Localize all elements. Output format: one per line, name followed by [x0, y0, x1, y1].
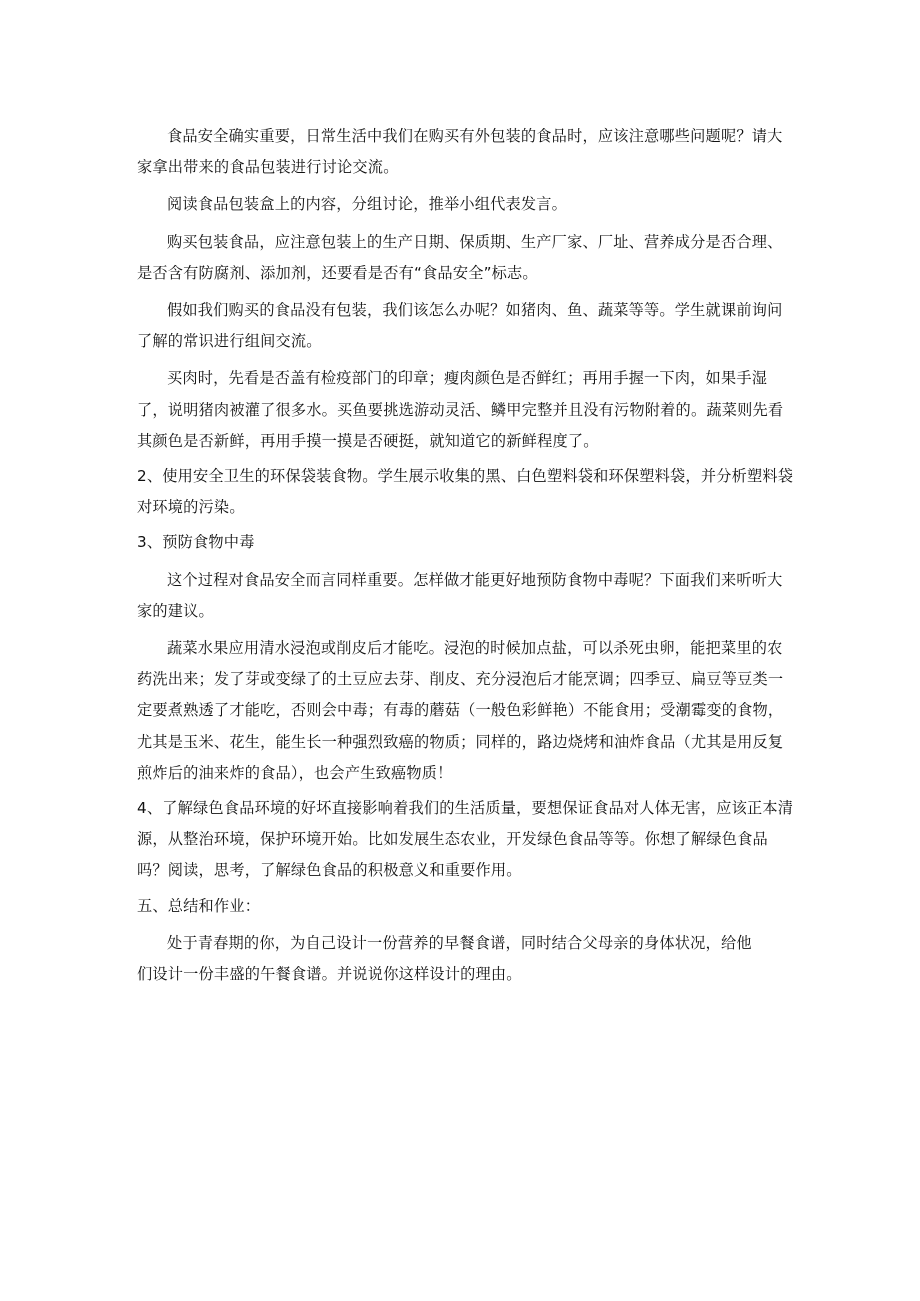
paragraph-eco-bags: 2、使用安全卫生的环保袋装食物。学生展示收集的黑、白色塑料袋和环保塑料袋，并分析塑料袋对环境的污染。	[137, 467, 794, 517]
paragraph-poisoning-advice: 蔬菜水果应用清水浸泡或削皮后才能吃。浸泡的时候加点盐，可以杀死虫卵，能把菜里的农药洗出来；发了芽或变绿了的土豆应去芽、削皮、充分浸泡后才能烹调；四季豆、扁豆等豆类一定要煮熟透了才能吃，否则会中毒；有毒的蘑菇（一般色彩鲜艳）不能食用；受潮霉变的食物，尤其是玉米、花生，能生长一种强烈致癌的物质；同样的，路边烧烤和油炸食品（尤其是用反复煎炸后的油来炸的食品），也会产生致癌物质！	[137, 639, 784, 782]
section-heading-food-poisoning: 3、预防食物中毒	[137, 533, 255, 552]
paragraph-green-food: 4、了解绿色食品环境的好坏直接影响着我们的生活质量，要想保证食品对人体无害，应该正本清源，从整治环境，保护环境开始。比如发展生态农业，开发绿色食品等等。你想了解绿色食品吗？阅读，思考，了解绿色食品的积极意义和重要作用。	[137, 799, 794, 880]
paragraph-poisoning-intro: 这个过程对食品安全而言同样重要。怎样做才能更好地预防食物中毒呢？下面我们来听听大家的建议。	[137, 570, 783, 620]
section-heading-summary-homework: 五、总结和作业：	[137, 896, 261, 915]
paragraph-read-package: 阅读食品包装盒上的内容，分组讨论，推举小组代表发言。	[167, 195, 568, 214]
paragraph-package-checklist: 购买包装食品，应注意包装上的生产日期、保质期、生产厂家、厂址、营养成分是否合理、是否含有防腐剂、添加剂，还要看是否有“食品安全”标志。	[137, 232, 783, 282]
document-body	[137, 121, 797, 990]
paragraph-package-question: 食品安全确实重要，日常生活中我们在购买有外包装的食品时，应该注意哪些问题呢？请大家拿出带来的食品包装进行讨论交流。	[137, 127, 783, 177]
paragraph-no-package: 假如我们购买的食品没有包装，我们该怎么办呢？如猪肉、鱼、蔬菜等等。学生就课前询问了解的常识进行组间交流。	[137, 301, 783, 351]
paragraph-homework: 处于青春期的你，为自己设计一份营养的早餐食谱，同时结合父母亲的身体状况，给他们设计一份丰盛的午餐食谱。并说说你这样设计的理由。	[137, 933, 752, 984]
paragraph-meat-fish-vegetables: 买肉时，先看是否盖有检疫部门的印章；瘦肉颜色是否鲜红；再用手握一下肉，如果手湿了，说明猪肉被灌了很多水。买鱼要挑选游动灵活、鳞甲完整并且没有污物附着的。蔬菜则先看其颜色是否新鲜，再用手摸一摸是否硬挺，就知道它的新鲜程度了。	[137, 369, 784, 450]
